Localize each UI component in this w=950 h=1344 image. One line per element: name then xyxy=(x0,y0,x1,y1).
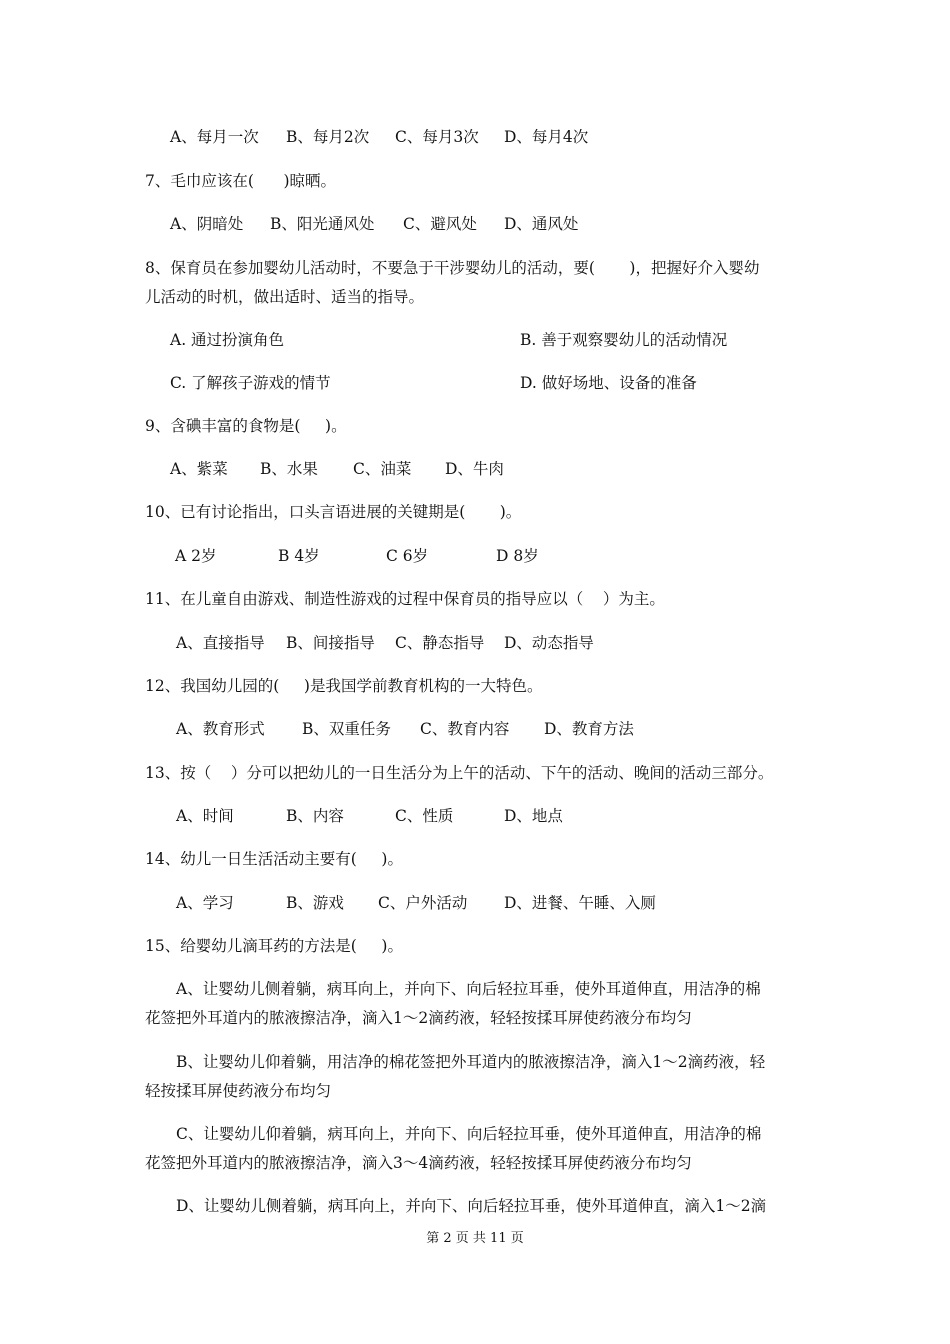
option-b: B、阳光通风处 xyxy=(270,215,375,233)
option-d: D、每月4次 xyxy=(504,128,589,146)
option-b: B、每月2次 xyxy=(286,128,370,146)
option-b: B、间接指导 xyxy=(286,634,375,652)
option-c: C、油菜 xyxy=(353,460,412,478)
option-d: D、通风处 xyxy=(504,215,579,233)
option-b: B、内容 xyxy=(286,807,344,825)
option-a: A、教育形式 xyxy=(176,720,265,738)
option-c: C、每月3次 xyxy=(395,128,479,146)
question-13-stem: 13、按（ ）分可以把幼儿的一日生活分为上午的活动、下午的活动、晚间的活动三部分。 xyxy=(145,764,774,782)
option-c: C、避风处 xyxy=(403,215,477,233)
option-a: A. 通过扮演角色 xyxy=(170,331,285,349)
option-c: C、性质 xyxy=(395,807,454,825)
page-footer: 第 2 页 共 11 页 xyxy=(426,1231,524,1246)
option-d: D、地点 xyxy=(504,807,563,825)
option-d: D、教育方法 xyxy=(544,720,634,738)
option-c: C、静态指导 xyxy=(395,634,485,652)
question-15-option-a-line2: 花签把外耳道内的脓液擦洁净，滴入1～2滴药液，轻轻按揉耳屏使药液分布均匀 xyxy=(145,1009,692,1027)
question-15-stem: 15、给婴幼儿滴耳药的方法是( )。 xyxy=(145,937,403,955)
question-15-option-b-line2: 轻按揉耳屏使药液分布均匀 xyxy=(145,1082,332,1100)
question-15-option-a-line1: A、让婴幼儿侧着躺，病耳向上，并向下、向后轻拉耳垂，使外耳道伸直，用洁净的棉 xyxy=(176,980,761,998)
question-12-stem: 12、我国幼儿园的( )是我国学前教育机构的一大特色。 xyxy=(145,677,543,695)
option-b: B 4岁 xyxy=(278,547,320,565)
option-b: B、游戏 xyxy=(286,894,344,912)
question-7-stem: 7、毛巾应该在( )晾晒。 xyxy=(145,172,337,190)
question-14-stem: 14、幼儿一日生活活动主要有( )。 xyxy=(145,850,403,868)
option-d: D、动态指导 xyxy=(504,634,594,652)
option-a: A 2岁 xyxy=(175,547,217,565)
option-d: D 8岁 xyxy=(496,547,539,565)
option-d: D. 做好场地、设备的准备 xyxy=(520,374,697,392)
option-a: A、时间 xyxy=(176,807,234,825)
option-b: B. 善于观察婴幼儿的活动情况 xyxy=(520,331,728,349)
option-a: A、学习 xyxy=(176,894,234,912)
question-9-stem: 9、含碘丰富的食物是( )。 xyxy=(145,417,347,435)
question-8-stem-line1: 8、保育员在参加婴幼儿活动时，不要急于干涉婴幼儿的活动，要( )，把握好介入婴幼 xyxy=(145,259,760,277)
question-15-option-c-line1: C、让婴幼儿仰着躺，病耳向上，并向下、向后轻拉耳垂，使外耳道伸直，用洁净的棉 xyxy=(176,1125,762,1143)
option-a: A、阴暗处 xyxy=(170,215,244,233)
question-8-stem-line2: 儿活动的时机，做出适时、适当的指导。 xyxy=(145,288,425,306)
option-a: A、每月一次 xyxy=(170,128,259,146)
question-11-stem: 11、在儿童自由游戏、制造性游戏的过程中保育员的指导应以（ ）为主。 xyxy=(145,590,665,608)
question-15-option-c-line2: 花签把外耳道内的脓液擦洁净，滴入3～4滴药液，轻轻按揉耳屏使药液分布均匀 xyxy=(145,1154,692,1172)
question-15-option-d-line1: D、让婴幼儿侧着躺，病耳向上，并向下、向后轻拉耳垂，使外耳道伸直，滴入1～2滴 xyxy=(176,1197,767,1215)
option-a: A、紫菜 xyxy=(170,460,228,478)
option-c: C、教育内容 xyxy=(420,720,510,738)
option-d: D、牛肉 xyxy=(445,460,504,478)
question-10-stem: 10、已有讨论指出，口头言语进展的关键期是( )。 xyxy=(145,503,522,521)
option-c: C. 了解孩子游戏的情节 xyxy=(170,374,331,392)
question-15-option-b-line1: B、让婴幼儿仰着躺，用洁净的棉花签把外耳道内的脓液擦洁净，滴入1～2滴药液，轻 xyxy=(176,1053,766,1071)
option-a: A、直接指导 xyxy=(176,634,265,652)
option-c: C 6岁 xyxy=(386,547,429,565)
option-b: B、双重任务 xyxy=(302,720,391,738)
option-b: B、水果 xyxy=(260,460,318,478)
option-d: D、进餐、午睡、入厕 xyxy=(504,894,656,912)
option-c: C、户外活动 xyxy=(378,894,468,912)
